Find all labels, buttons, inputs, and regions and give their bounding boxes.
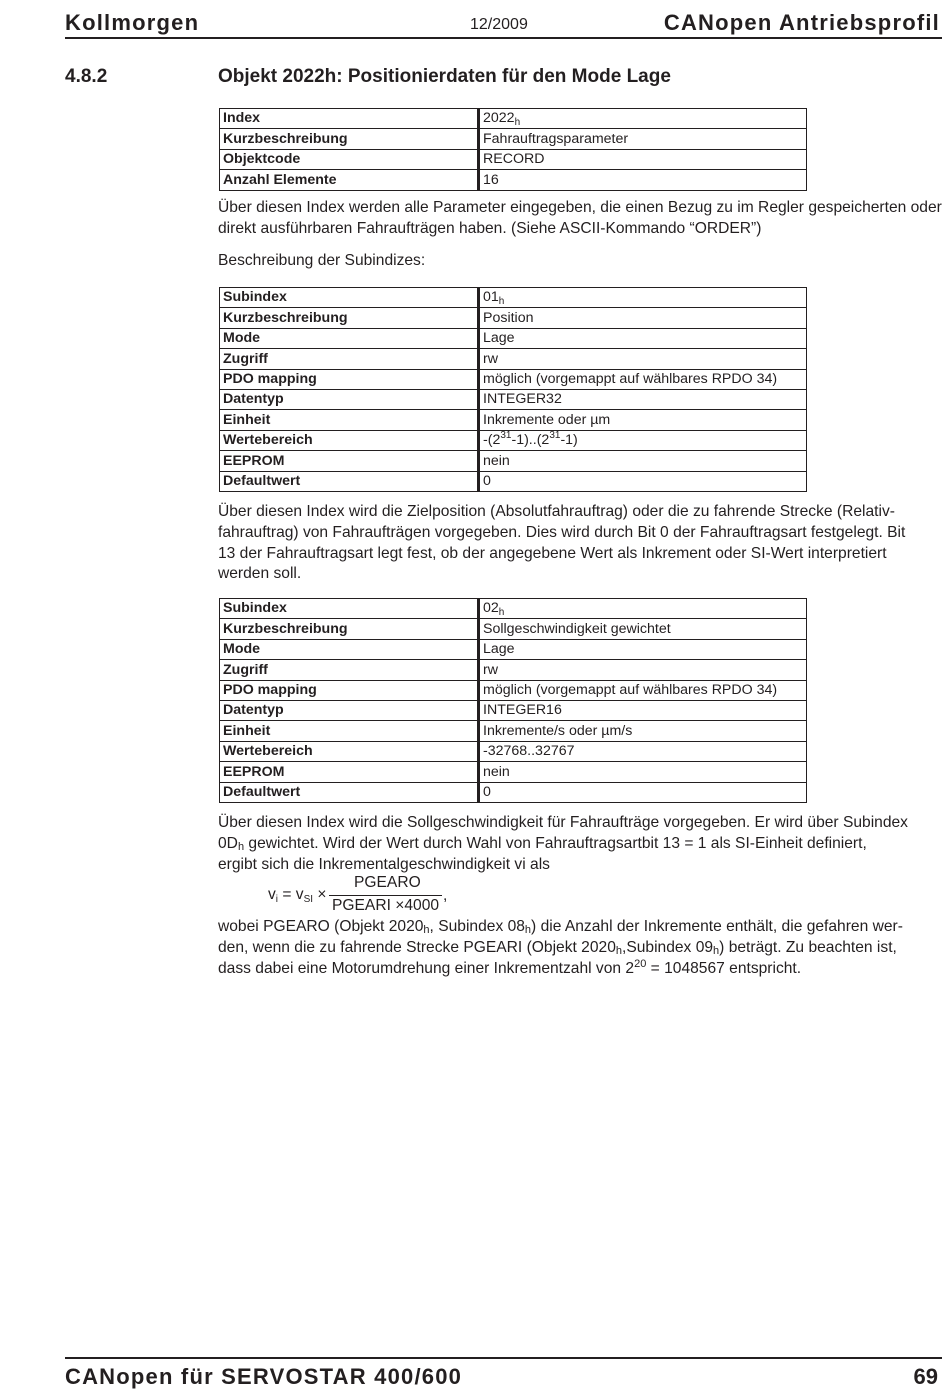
header-rule [65, 37, 942, 39]
para2-line: fahrauftrag) von Fahraufträgen vorgegeben. Dies wird durch Bit 0 der Fahrauftragsart festgelegt. Bit [218, 523, 906, 541]
paragraph-index-description: Über diesen Index werden alle Parameter eingegeben, die einen Bezug zu im Regler gespeicherten oder direkt ausführbaren Fahraufträgen haben. (Siehe ASCII-Kommando “ORDER”) [218, 199, 942, 237]
table-row [220, 741, 807, 761]
table-row [220, 389, 807, 409]
table-row [220, 308, 807, 328]
row-value: rw [479, 349, 807, 369]
row-key: Anzahl Elemente [220, 170, 479, 190]
page-number: 69 [913, 1364, 938, 1389]
row-key: Defaultwert [220, 782, 479, 802]
row-value: 0 [479, 782, 807, 802]
row-key: Datentyp [220, 389, 479, 409]
table-row [220, 471, 807, 491]
row-value: RECORD [479, 149, 807, 169]
table-row [220, 149, 807, 169]
table-row [220, 369, 807, 389]
para2-line: Über diesen Index wird die Zielposition (Absolutfahrauftrag) oder die zu fahrende Strecke (Relativ- [218, 503, 895, 520]
row-key: Einheit [220, 410, 479, 430]
table-row [220, 170, 807, 190]
row-key: Kurzbeschreibung [220, 619, 479, 639]
row-value: INTEGER16 [479, 700, 807, 720]
fraction-bar [329, 895, 442, 896]
row-value: nein [479, 762, 807, 782]
table-row [220, 721, 807, 741]
table-row [220, 619, 807, 639]
table-row [220, 430, 807, 450]
table-row [220, 599, 807, 619]
row-key: Wertebereich [220, 430, 479, 450]
table-row [220, 639, 807, 659]
table-row [220, 451, 807, 471]
row-value: rw [479, 660, 807, 680]
row-key: Wertebereich [220, 741, 479, 761]
row-key: Index [220, 109, 479, 129]
header-title: CANopen Antriebsprofil [663, 10, 940, 35]
row-value: $01_h$ [479, 288, 807, 308]
formula-denominator: PGEARI ×4000 [332, 897, 440, 914]
subindex-02-table [219, 598, 807, 803]
header-date: 12/2009 [470, 16, 528, 33]
row-value: Position [479, 308, 807, 328]
row-key: EEPROM [220, 762, 479, 782]
row-key: Mode [220, 639, 479, 659]
table-row [220, 762, 807, 782]
row-value: Sollgeschwindigkeit gewichtet [479, 619, 807, 639]
table-row [220, 288, 807, 308]
table-row [220, 129, 807, 149]
row-key: Einheit [220, 721, 479, 741]
row-key: Subindex [220, 288, 479, 308]
footer-rule [65, 1357, 942, 1359]
para2-line: werden soll. [218, 565, 302, 583]
table-row [220, 660, 807, 680]
row-value: Inkremente/s oder µm/s [479, 721, 807, 741]
table-row [220, 328, 807, 348]
row-key: Subindex [220, 599, 479, 619]
row-value: $02_h$ [479, 599, 807, 619]
section-title: Objekt 2022h: Positionierdaten für den Mode Lage [218, 66, 671, 87]
row-key: EEPROM [220, 451, 479, 471]
table-row [220, 410, 807, 430]
section-number: 4.8.2 [65, 66, 108, 87]
row-key: Zugriff [220, 660, 479, 680]
table-row [220, 700, 807, 720]
paragraph-gearing: wobei PGEARO (Objekt $2020_h$, Subindex $08_h$) die Anzahl der Inkremente enthält, die gefahren wer- den, wenn die zu fahrende Strecke PGEARI (Objekt $2020_h,Subindex$ $09_h$) beträgt. Zu beachten ist, dass dabei eine Motorumdrehung einer Inkrementzahl von $2^{20} = 1048567$ entspricht. [218, 918, 903, 977]
formula-numerator: PGEARO [354, 874, 421, 891]
row-key: Kurzbeschreibung [220, 308, 479, 328]
row-value: nein [479, 451, 807, 471]
row-value: 16 [479, 170, 807, 190]
row-value: INTEGER32 [479, 389, 807, 409]
row-value: Lage [479, 328, 807, 348]
row-value: Fahrauftragsparameter [479, 129, 807, 149]
header-brand: Kollmorgen [65, 10, 200, 35]
table-row [220, 109, 807, 129]
row-key: Defaultwert [220, 471, 479, 491]
row-value: möglich (vorgemappt auf wählbares RPDO 34) [479, 680, 807, 700]
table-row [220, 680, 807, 700]
row-key: Zugriff [220, 349, 479, 369]
paragraph-subindex-01 [218, 502, 948, 585]
formula-comma: , [443, 887, 448, 904]
index-table [219, 108, 807, 191]
row-key: PDO mapping [220, 369, 479, 389]
row-value: Lage [479, 639, 807, 659]
paragraph-subindex-02: Über diesen Index wird die Sollgeschwindigkeit für Fahraufträge vorgegeben. Er wird über Subindex $0D_h$ gewichtet. Wird der Wert durch Wahl von Fahrauftragsartbit 13 = 1 als SI-Einheit definiert, ergibt sich die Inkrementalgeschwindigkeit vi als [218, 814, 908, 873]
row-key: Mode [220, 328, 479, 348]
row-key: Kurzbeschreibung [220, 129, 479, 149]
row-value: möglich (vorgemappt auf wählbares RPDO 34) [479, 369, 807, 389]
row-value: 0 [479, 471, 807, 491]
subindex-01-table [219, 287, 807, 492]
row-value: -32768..32767 [479, 741, 807, 761]
formula-lhs: $v_i = v_{SI}$ × [268, 886, 327, 905]
row-key: Datentyp [220, 700, 479, 720]
table-row [220, 349, 807, 369]
velocity-formula [268, 874, 468, 920]
row-key: PDO mapping [220, 680, 479, 700]
table-row [220, 782, 807, 802]
row-value: $2022_h$ [479, 109, 807, 129]
row-key: Objektcode [220, 149, 479, 169]
row-value: Inkremente oder µm [479, 410, 807, 430]
footer-title: CANopen für SERVOSTAR 400/600 [65, 1364, 463, 1389]
para2-line: 13 der Fahrauftragsart legt fest, ob der angegebene Wert als Inkrement oder SI-Wert interpretiert [218, 544, 887, 562]
row-value: $-(2^{31}-1)..(2^{31}-1)$ [479, 430, 807, 450]
subindex-heading: Beschreibung der Subindizes: [218, 252, 426, 269]
